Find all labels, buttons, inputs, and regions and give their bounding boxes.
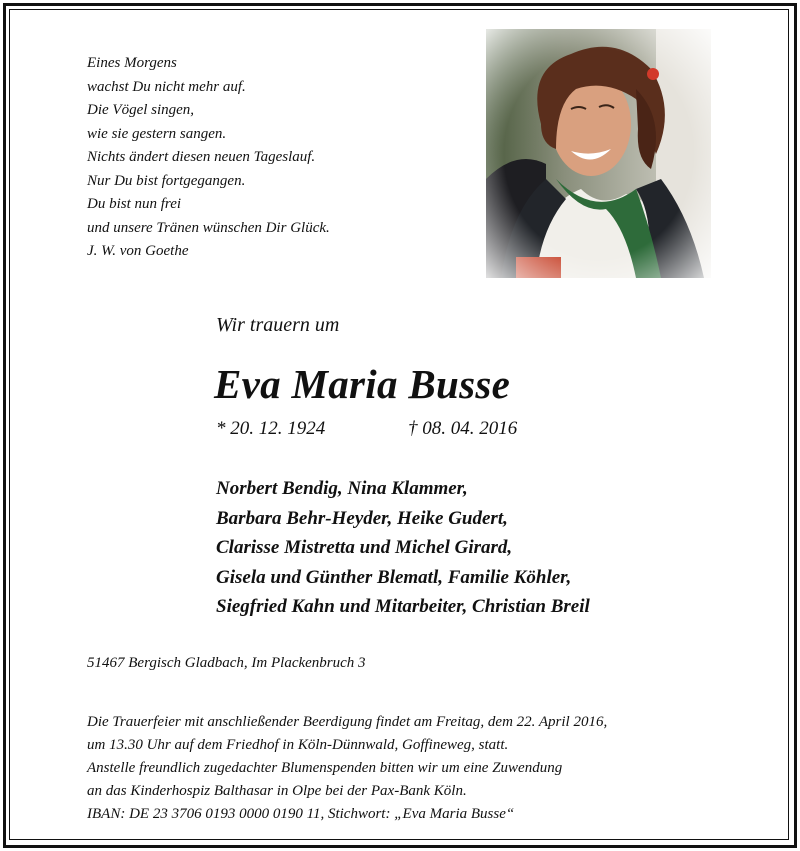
birth-date: * 20. 12. 1924 <box>216 418 326 439</box>
life-dates <box>216 418 518 440</box>
notice-line: IBAN: DE 23 3706 0193 0000 0190 11, Stichwort: „Eva Maria Busse“ <box>87 806 515 822</box>
death-date: † 08. 04. 2016 <box>408 418 518 439</box>
mourners-list <box>216 474 590 622</box>
notice-line: um 13.30 Uhr auf dem Friedhof in Köln-Dünnwald, Goffineweg, statt. <box>87 737 509 753</box>
poem-line: wachst Du nicht mehr auf. <box>87 78 246 95</box>
poem-author: J. W. von Goethe <box>87 243 189 259</box>
mourner-line: Siegfried Kahn und Mitarbeiter, Christian Breil <box>216 596 590 618</box>
intro-text: Wir trauern um <box>216 314 340 336</box>
poem-line: Nichts ändert diesen neuen Tageslauf. <box>87 149 316 165</box>
poem <box>87 52 330 264</box>
portrait-photo-drawing <box>486 29 711 278</box>
portrait-photo <box>486 29 711 278</box>
mourner-line: Norbert Bendig, Nina Klammer, <box>216 478 468 499</box>
poem-line: und unsere Tränen wünschen Dir Glück. <box>87 219 330 236</box>
funeral-notice <box>87 711 607 826</box>
notice-line: Die Trauerfeier mit anschließender Beerdigung findet am Freitag, dem 22. April 2016, <box>87 714 608 730</box>
mourner-line: Barbara Behr-Heyder, Heike Gudert, <box>216 507 508 529</box>
mourner-line: Gisela und Günther Blematl, Familie Köhler, <box>216 566 572 588</box>
notice-line: an das Kinderhospiz Balthasar in Olpe bei der Pax-Bank Köln. <box>87 783 467 799</box>
address: 51467 Bergisch Gladbach, Im Plackenbruch 3 <box>87 655 366 671</box>
deceased-name: Eva Maria Busse <box>214 361 511 407</box>
poem-line: Eines Morgens <box>87 55 177 71</box>
mourner-line: Clarisse Mistretta und Michel Girard, <box>216 537 513 559</box>
notice-line: Anstelle freundlich zugedachter Blumenspenden bitten wir um eine Zuwendung <box>87 760 563 776</box>
poem-line: Du bist nun frei <box>87 196 182 212</box>
poem-line: Die Vögel singen, <box>87 102 195 118</box>
poem-line: wie sie gestern sangen. <box>87 125 227 142</box>
poem-line: Nur Du bist fortgegangen. <box>87 172 246 189</box>
